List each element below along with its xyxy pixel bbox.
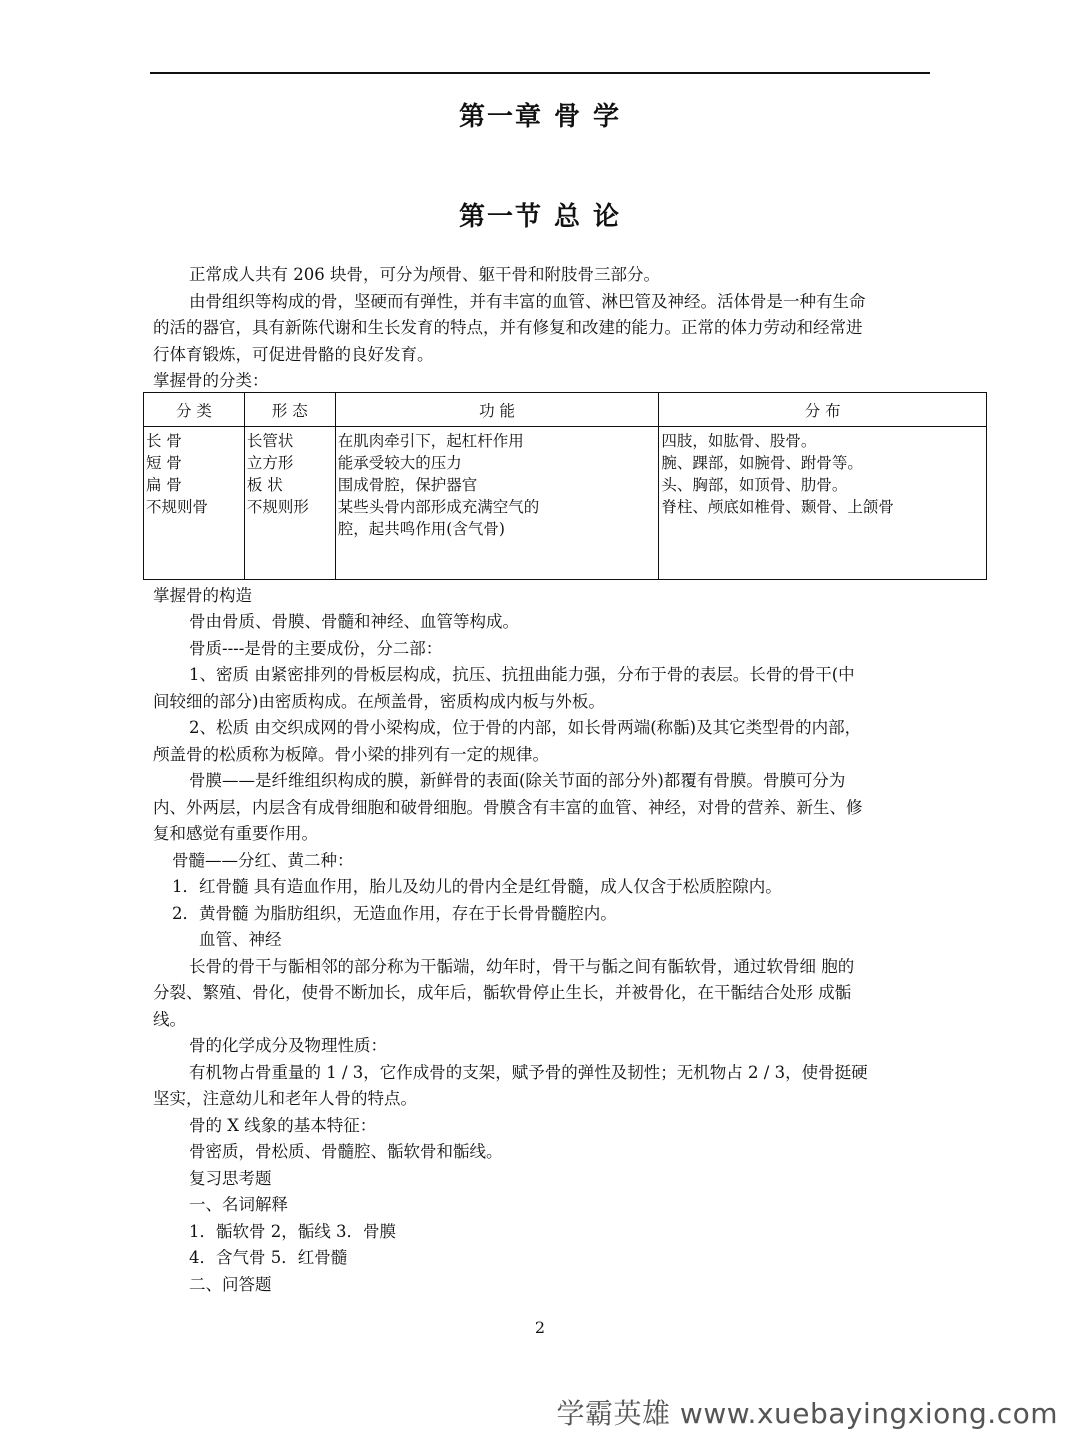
distribution-cell [659,427,987,580]
paragraph-line: 线。 [153,1010,186,1029]
shape-cell [244,427,335,580]
paragraph-line: 有机物占骨重量的 1 / 3，它作成骨的支架，赋予骨的弹性及韧性；无机物占 2 / 3，使骨挺硬 [189,1063,868,1082]
cell-line: 围成骨腔，保护器官 [337,476,478,494]
paragraph-line: 骨由骨质、骨膜、骨髓和神经、血管等构成。 [189,612,519,631]
subheading: 骨的 X 线象的基本特征： [189,1116,377,1135]
paragraph-line: 颅盖骨的松质称为板障。骨小梁的排列有一定的规律。 [153,745,549,764]
header-category: 分 类 [144,393,245,427]
paragraph-line: 骨质----是骨的主要成份，分二部： [189,639,443,658]
cell-line: 长管状 [246,432,294,450]
section-title: 第一节 总 论 [458,202,622,232]
header-function: 功 能 [335,393,659,427]
paragraph-line: 行体育锻炼，可促进骨骼的良好发育。 [153,345,434,364]
paragraph-line: 复和感觉有重要作用。 [153,824,318,843]
paragraph-line: 间较细的部分)由密质构成。在颅盖骨，密质构成内板与外板。 [153,692,605,711]
bone-classification-table [143,392,987,580]
cell-line: 扁 骨 [146,476,182,494]
paragraph-line: 1、密质 由紧密排列的骨板层构成，抗压、抗扭曲能力强，分布于骨的表层。长骨的骨干(中 [189,665,855,684]
subheading: 一、名词解释 [189,1195,288,1214]
paragraph-line: 长骨的骨干与骺相邻的部分称为干骺端，幼年时，骨干与骺之间有骺软骨，通过软骨细 胞的 [189,957,855,976]
cell-line: 腔，起共鸣作用(含气骨) [337,520,505,538]
cell-line: 头、胸部，如顶骨、肋骨。 [661,476,848,494]
cell-line: 某些头骨内部形成充满空气的 [337,498,540,516]
list-item: 4．含气骨 5．红骨髓 [189,1248,348,1267]
category-cell [144,427,245,580]
paragraph-line: 骨密质，骨松质、骨髓腔、骺软骨和骺线。 [189,1142,503,1161]
paragraph-line: 由骨组织等构成的骨，坚硬而有弹性，并有丰富的血管、淋巴管及神经。活体骨是一种有生命 [189,292,866,311]
subheading: 掌握骨的构造 [153,586,252,605]
list-item: 1．骺软骨 2，骺线 3．骨膜 [189,1222,396,1241]
cell-line: 短 骨 [146,454,182,472]
cell-line: 立方形 [246,454,294,472]
cell-line: 脊柱、颅底如椎骨、颞骨、上颌骨 [661,498,894,516]
watermark: 学霸英雄 www.xuebayingxiong.com [556,1397,1058,1430]
paragraph-line: 坚实，注意幼儿和老年人骨的特点。 [153,1089,417,1108]
cell-line: 腕、踝部，如腕骨、跗骨等。 [661,454,863,472]
cell-line: 不规则形 [246,498,309,516]
subheading: 骨的化学成分及物理性质： [189,1036,387,1055]
cell-line: 在肌肉牵引下，起杠杆作用 [337,432,524,450]
paragraph-line: 1．红骨髓 具有造血作用，胎儿及幼儿的骨内全是红骨髓，成人仅含于松质腔隙内。 [172,877,782,896]
cell-line: 长 骨 [146,432,182,450]
cell-line: 不规则骨 [146,498,209,516]
paragraph-line: 2、松质 由交织成网的骨小梁构成，位于骨的内部，如长骨两端(称骺)及其它类型骨的内部， [189,718,862,737]
paragraph-line: 2．黄骨髓 为脂肪组织，无造血作用，存在于长骨骨髓腔内。 [172,904,617,923]
subheading: 复习思考题 [189,1169,272,1188]
cell-line: 四肢，如肱骨、股骨。 [661,432,817,450]
paragraph-line: 的活的器官，具有新陈代谢和生长发育的特点，并有修复和改建的能力。正常的体力劳动和经常进 [153,318,863,337]
cell-line: 板 状 [246,476,283,494]
subheading: 二、问答题 [189,1275,272,1294]
paragraph-line: 骨髓——分红、黄二种： [172,851,354,870]
table-header-row [144,393,987,427]
cell-line: 能承受较大的压力 [337,454,462,472]
paragraph-line: 正常成人共有 206 块骨，可分为颅骨、躯干骨和附肢骨三部分。 [189,265,660,284]
paragraph-line: 骨膜——是纤维组织构成的膜，新鲜骨的表面(除关节面的部分外)都覆有骨膜。骨膜可分为 [189,771,846,790]
header-distribution: 分 布 [659,393,987,427]
page-number: 2 [534,1318,546,1337]
top-rule [150,72,930,74]
chapter-title: 第一章 骨 学 [458,102,622,132]
subheading: 血管、神经 [199,930,282,949]
paragraph-line: 内、外两层，内层含有成骨细胞和破骨细胞。骨膜含有丰富的血管、神经，对骨的营养、新生、修 [153,798,863,817]
header-shape: 形 态 [244,393,335,427]
paragraph-line: 分裂、繁殖、骨化，使骨不断加长，成年后，骺软骨停止生长，并被骨化，在干骺结合处形 成骺 [153,983,852,1002]
function-cell [335,427,659,580]
classify-label: 掌握骨的分类： [153,371,269,390]
table-row [144,427,987,580]
